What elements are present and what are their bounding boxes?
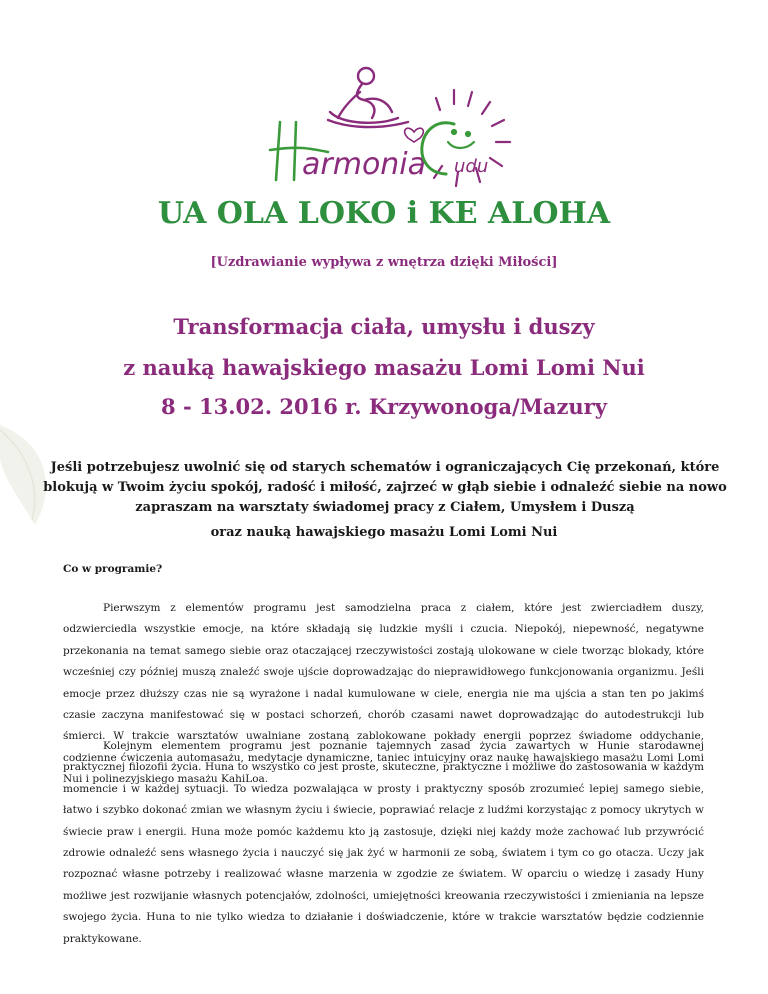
page-subtitle: [Uzdrawianie wypływa z wnętrza dzięki Miłości] — [210, 255, 558, 270]
intro-line-2: oraz nauką hawajskiego masażu Lomi Lomi Nui — [210, 525, 558, 540]
headline-date-location: 8 - 13.02. 2016 r. Krzywonoga/Mazury — [161, 394, 607, 419]
headline-line-1: Transformacja ciała, umysłu i duszy — [173, 314, 595, 339]
intro-paragraph: Jeśli potrzebujesz uwolnić się od starych schematów i ograniczających Cię przekonań, które blokują w Twoim życiu spokój, radość i miłość, zajrzeć w głąb siebie i odnaleźć siebie na nowo zapraszam na warsztaty świadomej pracy z Ciałem, Umysłem i Duszą — [43, 460, 727, 515]
svg-text:armonia: armonia — [302, 147, 427, 182]
section-heading-program: Co w programie? — [63, 563, 163, 575]
program-paragraph-2: Kolejnym elementem programu jest poznanie tajemnych zasad życia zawartych w Hunie starodawnej praktycznej filozofii życia. Huna to wszystko co jest proste, skuteczne, praktyczne i możliwe do zastosowania w każdym momencie i w każdej sytuacji. To wiedza pozwalająca w prosty i praktyczny sposób zrozumieć lepiej samego siebie, łatwo i szybko dokonać zmian we własnym życiu i świecie, poprawiać relacje z ludźmi korzystając z pomocy ukrytych w świecie praw i energii. Huna może pomóc każdemu kto ją zastosuje, dzięki niej każdy może zachować lub przywrócić zdrowie odnaleźć sens własnego życia i nauczyć się jak żyć w harmonii ze sobą, światem i tym co go otacza. Uczy jak rozpoznać własne potrzeby i realizować własne marzenia w zgodzie ze światem. W oparciu o wiedzę i zasady Huny możliwe jest rozwijanie własnych potencjałów, zdolności, umiejętności kreowania rzeczywistości i zmieniania na lepsze swojego życia. Huna to nie tylko wiedza to działanie i doświadczenie, które w trakcie warsztatów będzie codziennie praktykowane. — [63, 740, 704, 945]
svg-text:udu: udu — [454, 156, 489, 177]
page-title: UA OLA LOKO i KE ALOHA — [157, 196, 611, 231]
harmonia-cudu-logo-icon — [268, 62, 528, 194]
program-paragraph-1: Pierwszym z elementów programu jest samodzielna praca z ciałem, które jest zwierciadłem duszy, odzwierciedla wszystkie emocje, na które składają się ludzkie myśli i czucia. Niepokój, niepewność, negatywne przekonania na temat samego siebie oraz otaczającej rzeczywistości zostają ulokowane w ciele tworząc blokady, które wcześniej czy później muszą znaleźć swoje ujście doprowadzając do nieprawidłowego funkcjonowania organizmu. Jeśli emocje przez dłuższy czas nie są wyrażone i nadal kumulowane w ciele, energia nie ma ujścia a stan ten po jakimś czasie zaczyna manifestować się w postaci schorzeń, chorób czasami nawet doprowadzając do autodestrukcji lub śmierci. W trakcie warsztatów uwalniane zostaną zablokowane pokłady energii poprzez świadome oddychanie, codzienne ćwiczenia automasażu, medytacje dynamiczne, taniec intuicyjny oraz naukę hawajskiego masażu Lomi Lomi Nui i polinezyjskiego masażu KahiLoa. — [63, 602, 704, 786]
headline-line-2: z nauką hawajskiego masażu Lomi Lomi Nui — [123, 355, 645, 380]
